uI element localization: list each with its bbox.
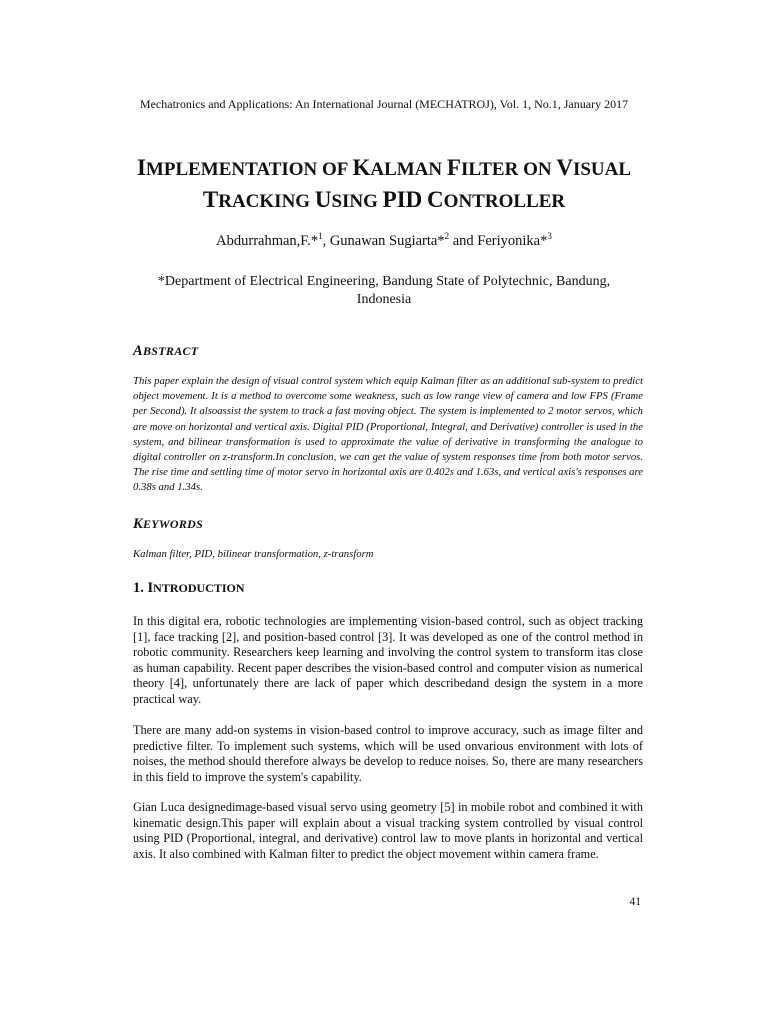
abstract-heading: ABSTRACT	[133, 343, 199, 359]
keywords-heading: KEYWORDS	[133, 516, 204, 532]
intro-paragraph-3: Gian Luca designedimage-based visual servo using geometry [5] in mobile robot and combined it with kinematic design.This paper will explain about a visual tracking system controlled by visual control using PID (Proportional, integral, and derivative) control law to move plants in horizontal and vertical axis. It also combined with Kalman filter to predict the object movement within camera frame.	[133, 800, 643, 861]
keywords-text: Kalman filter, PID, bilinear transformation, z-transform	[133, 548, 374, 560]
paper-title	[0, 153, 768, 217]
page-number: 41	[629, 896, 641, 908]
intro-paragraph-1: In this digital era, robotic technologies are implementing vision-based control, such as object tracking [1], face tracking [2], and position-based control [3]. It was developed as one of the control method in robotic community. Researchers keep learning and involving the control system to transform itas close as human capability. Recent paper describes the vision-based control and computer vision as numerical theory [4], unfortunately there are lack of paper which describedand design the system in a more practical way.	[133, 614, 643, 706]
author-1: Abdurrahman,F.*	[216, 233, 319, 249]
author-3: and Feriyonika*	[449, 233, 548, 249]
author-list: Abdurrahman,F.*$^1$, Gunawan Sugiarta*$^2$ and Feriyonika*$^3$	[216, 231, 552, 249]
intro-paragraph-2: There are many add-on systems in vision-based control to improve accuracy, such as image filter and predictive filter. To implement such systems, which will be used onvarious environment with lots of noises, the method should therefore always be develop to reduce noises. So, there are many researchers in this field to improve the system's capability.	[133, 723, 643, 784]
introduction-heading: 1. INTRODUCTION	[133, 580, 245, 596]
title-line-2: TRACKING USING PID CONTROLLER	[202, 187, 566, 212]
title-line-1: IMPLEMENTATION OF KALMAN FILTER ON VISUAL	[136, 155, 632, 180]
abstract-text: This paper explain the design of visual control system which equip Kalman filter as an additional sub-system to predict object movement. It is a method to overcome some weakness, such as low range view of camera and low FPS (Frame per Second). It alsoassist the system to track a fast moving object. The system is implemented to 2 motor servos, which are move on horizontal and vertical axis. Digital PID (Proportional, Integral, and Derivative) controller is used in the system, and bilinear transformation is used to approximate the value of derivative in transforming the analogue to digital controller on z-transform.In conclusion, we can get the value of system responses time from both motor servos. The rise time and settling time of motor servo in horizontal axis are 0.402s and 1.63s, and vertical axis's responses are 0.38s and 1.34s.	[133, 375, 643, 494]
journal-header: Mechatronics and Applications: An International Journal (MECHATROJ), Vol. 1, No.1, January 2017	[139, 97, 629, 111]
affiliation: *Department of Electrical Engineering, Bandung State of Polytechnic, Bandung, Indonesia	[157, 274, 611, 307]
author-2: , Gunawan Sugiarta*	[322, 233, 445, 249]
